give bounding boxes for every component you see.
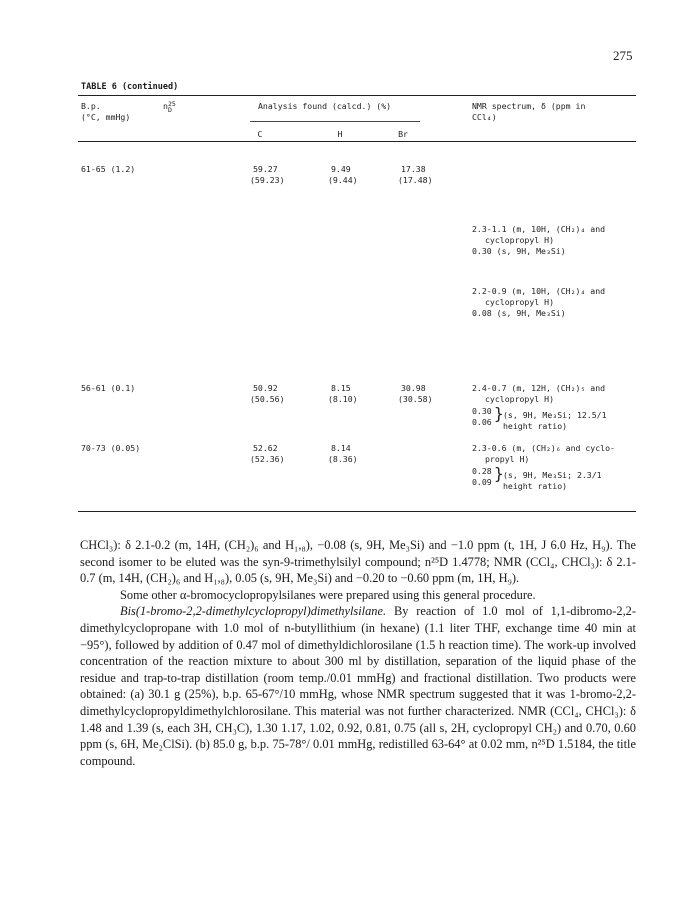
row1-br-found: 17.38 [401, 164, 426, 174]
table-title: TABLE 6 (continued) [81, 82, 179, 92]
header-analysis: Analysis found (calcd.) (%) [258, 101, 392, 111]
nmr-d-line4: height ratio) [503, 481, 568, 491]
table-header-rule [78, 141, 636, 142]
nmr-c-shift-1: 0.30 [472, 406, 492, 416]
header-bp-line2: (°C, mmHg) [81, 112, 131, 122]
compound-procedure: By reaction of 1.0 mol of 1,1-dibromo-2,2-dimethylcyclopropane with 1.0 mol of n-butyllithium (in hexane) (1.1 liter THF, exchange time 40 min at −95°), followed by addition of 0.47 mol of dimethyldichlorosilane (1.5 h reaction time). The work-up involved concentration of the reaction mixture to about 300 ml by distillation, separation of the liquid phase of the residue and trap-to-trap distillation (room temp./0.01 mmHg) and fractional distillation. Two products were obtained: (a) 30.1 g (25%), b.p. 65-67°/10 mmHg, whose NMR spectrum suggested that it was 1-bromo-2,2-dimethylcyclopropyldimethylchlorosilane. This material was not further characterized. NMR (CCl₄, CHCl₃): δ 1.48 and 1.39 (s, each 3H, CH₃C), 1.30 1.17, 1.02, 0.92, 0.81, 0.75 (all s, 2H, cyclopropyl CH₂) and 0.70, 0.60 ppm (s, 6H, Me₂ClSi). (b) 85.0 g, b.p. 75-78°/ 0.01 mmHg, redistilled 63-64° at 0.02 mm, n²⁵D 1.5184, the title compound. [80, 604, 636, 768]
nmr-d-line3: (s, 9H, Me₃Si; 2.3/1 [503, 470, 602, 480]
row3-h-calcd: (8.36) [328, 454, 358, 464]
header-bp-line1: B.p. [81, 101, 101, 111]
analysis-subrule [250, 121, 420, 122]
header-nd-base: n [163, 101, 168, 111]
row1-c-calcd: (59.23) [250, 175, 285, 185]
paragraph-general-procedure: Some other α-bromocyclopropylsilanes were prepared using this general procedure. [120, 587, 536, 602]
nmr-b-line2: cyclopropyl H) [485, 297, 555, 307]
row1-h-calcd: (9.44) [328, 175, 358, 185]
header-h: H [337, 129, 343, 139]
paragraph-continuation: CHCl₃): δ 2.1-0.2 (m, 14H, (CH₂)₆ and H₁,₈), −0.08 (s, 9H, Me₃Si) and −1.0 ppm (t, 1H, J 6.0 Hz, H₉). The second isomer to be eluted was the syn-9-trimethylsilyl compound; n²⁵D 1.4778; NMR (CCl₄, CHCl₃): δ 2.1-0.7 (m, 14H, (CH₂)₆ and H₁,₈), 0.05 (s, 9H, Me₃Si) and −0.20 to −0.60 ppm (m, 1H, H₉). [80, 538, 636, 586]
header-nmr-line2: CCl₄) [472, 112, 497, 122]
row2-br-calcd: (30.58) [398, 394, 433, 404]
nmr-c-line4: height ratio) [503, 421, 568, 431]
nmr-a-line1: 2.3-1.1 (m, 10H, (CH₂)₄ and [472, 224, 606, 234]
row3-c-found: 52.62 [253, 443, 278, 453]
nmr-b-line3: 0.08 (s, 9H, Me₃Si) [472, 308, 566, 318]
nmr-a-line3: 0.30 (s, 9H, Me₃Si) [472, 246, 566, 256]
row1-br-calcd: (17.48) [398, 175, 433, 185]
nmr-a-line2: cyclopropyl H) [485, 235, 555, 245]
header-refractive-index [163, 101, 176, 113]
row2-h-found: 8.15 [331, 383, 351, 393]
paragraph-bis-compound [80, 603, 636, 769]
nmr-c-line3: (s, 9H, Me₃Si; 12.5/1 [503, 410, 607, 420]
header-nd-sub: D [167, 106, 172, 114]
nmr-d-line2: propyl H) [485, 454, 530, 464]
row1-bp: 61-65 (1.2) [81, 164, 136, 174]
row2-c-calcd: (50.56) [250, 394, 285, 404]
body-text [80, 537, 636, 769]
header-c: C [257, 129, 263, 139]
table-bottom-rule [78, 511, 636, 512]
nmr-c-shift-2: 0.06 [472, 417, 492, 427]
nmr-d-brace: } [494, 464, 504, 483]
header-nmr-line1: NMR spectrum, δ (ppm in [472, 101, 586, 111]
nmr-c-line1: 2.4-0.7 (m, 12H, (CH₂)₅ and [472, 383, 606, 393]
compound-heading: Bis(1-bromo-2,2-dimethylcyclopropyl)dimethylsilane. [120, 604, 387, 619]
nmr-c-line2: cyclopropyl H) [485, 394, 555, 404]
page-number: 275 [613, 48, 633, 63]
nmr-c-brace: } [494, 404, 504, 423]
table-top-rule [78, 95, 636, 96]
header-br: Br [398, 129, 408, 139]
row2-bp: 56-61 (0.1) [81, 383, 136, 393]
nmr-d-line1: 2.3-0.6 (m, (CH₂)₆ and cyclo- [472, 443, 615, 453]
nmr-b-line1: 2.2-0.9 (m, 10H, (CH₂)₄ and [472, 286, 606, 296]
row1-h-found: 9.49 [331, 164, 351, 174]
row2-c-found: 50.92 [253, 383, 278, 393]
nmr-d-shift-1: 0.28 [472, 466, 492, 476]
row2-h-calcd: (8.10) [328, 394, 358, 404]
row1-c-found: 59.27 [253, 164, 278, 174]
row3-bp: 70-73 (0.05) [81, 443, 141, 453]
row2-br-found: 30.98 [401, 383, 426, 393]
header-nd-sup: 25 [167, 100, 176, 108]
row3-h-found: 8.14 [331, 443, 351, 453]
nmr-d-shift-2: 0.09 [472, 477, 492, 487]
row3-c-calcd: (52.36) [250, 454, 285, 464]
